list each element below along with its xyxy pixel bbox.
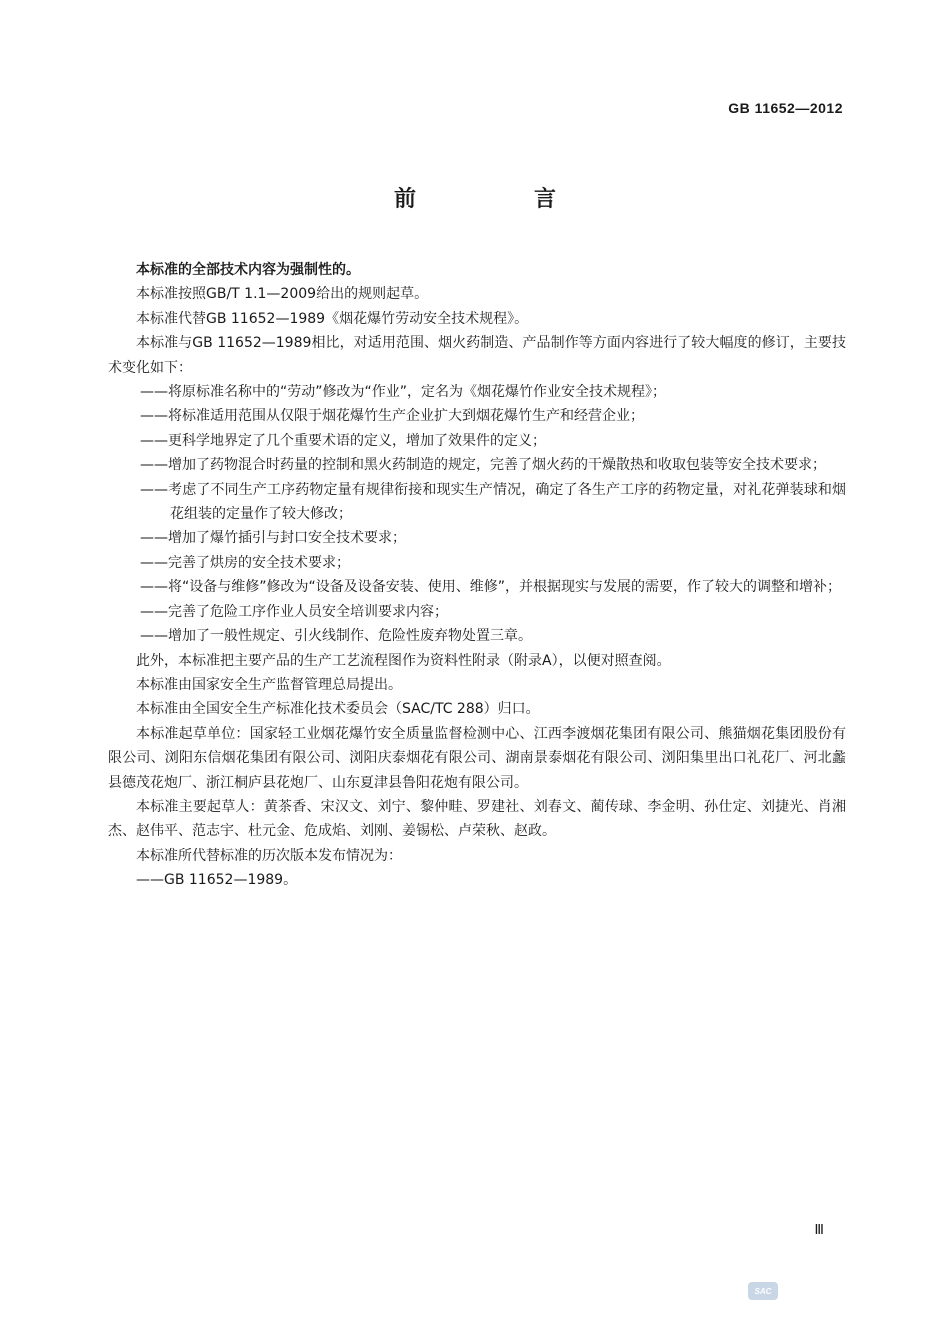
change-item: ——完善了危险工序作业人员安全培训要求内容；	[140, 603, 448, 620]
standard-code: GB 11652—2012	[728, 100, 843, 116]
appendix-note: 此外，本标准把主要产品的生产工艺流程图作为资料性附录（附录A），以便对照查阅。	[136, 652, 671, 669]
changes-intro: 本标准与GB 11652—1989相比，对适用范围、烟火药制造、产品制作等方面内容进行了较大幅度的修订，主要技术变化如下：	[108, 335, 846, 376]
proposed-by: 本标准由国家安全生产监督管理总局提出。	[136, 676, 402, 693]
change-item: ——考虑了不同生产工序药物定量有规律衔接和现实生产情况，确定了各生产工序的药物定量，对礼花弹装球和烟花组装的定量作了较大修改；	[140, 481, 846, 523]
change-item: ——增加了爆竹插引与封口安全技术要求；	[140, 530, 406, 547]
history-intro: 本标准所代替标准的历次版本发布情况为：	[136, 847, 402, 864]
change-item: ——将“设备与维修”修改为“设备及设备安装、使用、维修”，并根据现实与发展的需要，作了较大的调整和增补；	[140, 579, 842, 596]
history-item: ——GB 11652—1989。	[136, 872, 298, 889]
change-item: ——增加了药物混合时药量的控制和黑火药制造的规定，完善了烟火药的干燥散热和收取包装等安全技术要求；	[140, 457, 826, 474]
change-item: ——完善了烘房的安全技术要求；	[140, 554, 350, 571]
mandatory-statement: 本标准的全部技术内容为强制性的。	[136, 262, 360, 278]
foreword-body	[108, 258, 846, 893]
sac-watermark-logo: SAC	[748, 1282, 778, 1300]
centralized-by: 本标准由全国安全生产标准化技术委员会（SAC/TC 288）归口。	[136, 701, 540, 718]
page-number: Ⅲ	[814, 1223, 824, 1238]
change-item: ——将标准适用范围从仅限于烟花爆竹生产企业扩大到烟花爆竹生产和经营企业；	[140, 408, 644, 425]
drafting-rule-statement: 本标准按照GB/T 1.1—2009给出的规则起草。	[136, 286, 429, 303]
drafting-units: 本标准起草单位：国家轻工业烟花爆竹安全质量监督检测中心、江西李渡烟花集团有限公司、熊猫烟花集团股份有限公司、浏阳东信烟花集团有限公司、浏阳庆泰烟花有限公司、湖南景泰烟花有限公司、浏阳集里出口礼花厂、河北蠡县德茂花炮厂、浙江桐庐县花炮厂、山东夏津县鲁阳花炮有限公司。	[108, 725, 846, 791]
change-item: ——增加了一般性规定、引火线制作、危险性废弃物处置三章。	[140, 628, 532, 645]
page-title: 前 言	[393, 187, 604, 212]
main-drafters: 本标准主要起草人：黄茶香、宋汉文、刘宁、黎仲畦、罗建社、刘春文、蔺传球、李金明、孙仕定、刘捷光、肖湘杰、赵伟平、范志宇、杜元金、危成焰、刘刚、姜锡松、卢荣秋、赵政。	[108, 798, 846, 840]
replacement-statement: 本标准代替GB 11652—1989《烟花爆竹劳动安全技术规程》。	[136, 310, 529, 327]
change-item: ——更科学地界定了几个重要术语的定义，增加了效果件的定义；	[140, 432, 546, 449]
change-item: ——将原标准名称中的“劳动”修改为“作业”，定名为《烟花爆竹作业安全技术规程》；	[140, 384, 667, 401]
